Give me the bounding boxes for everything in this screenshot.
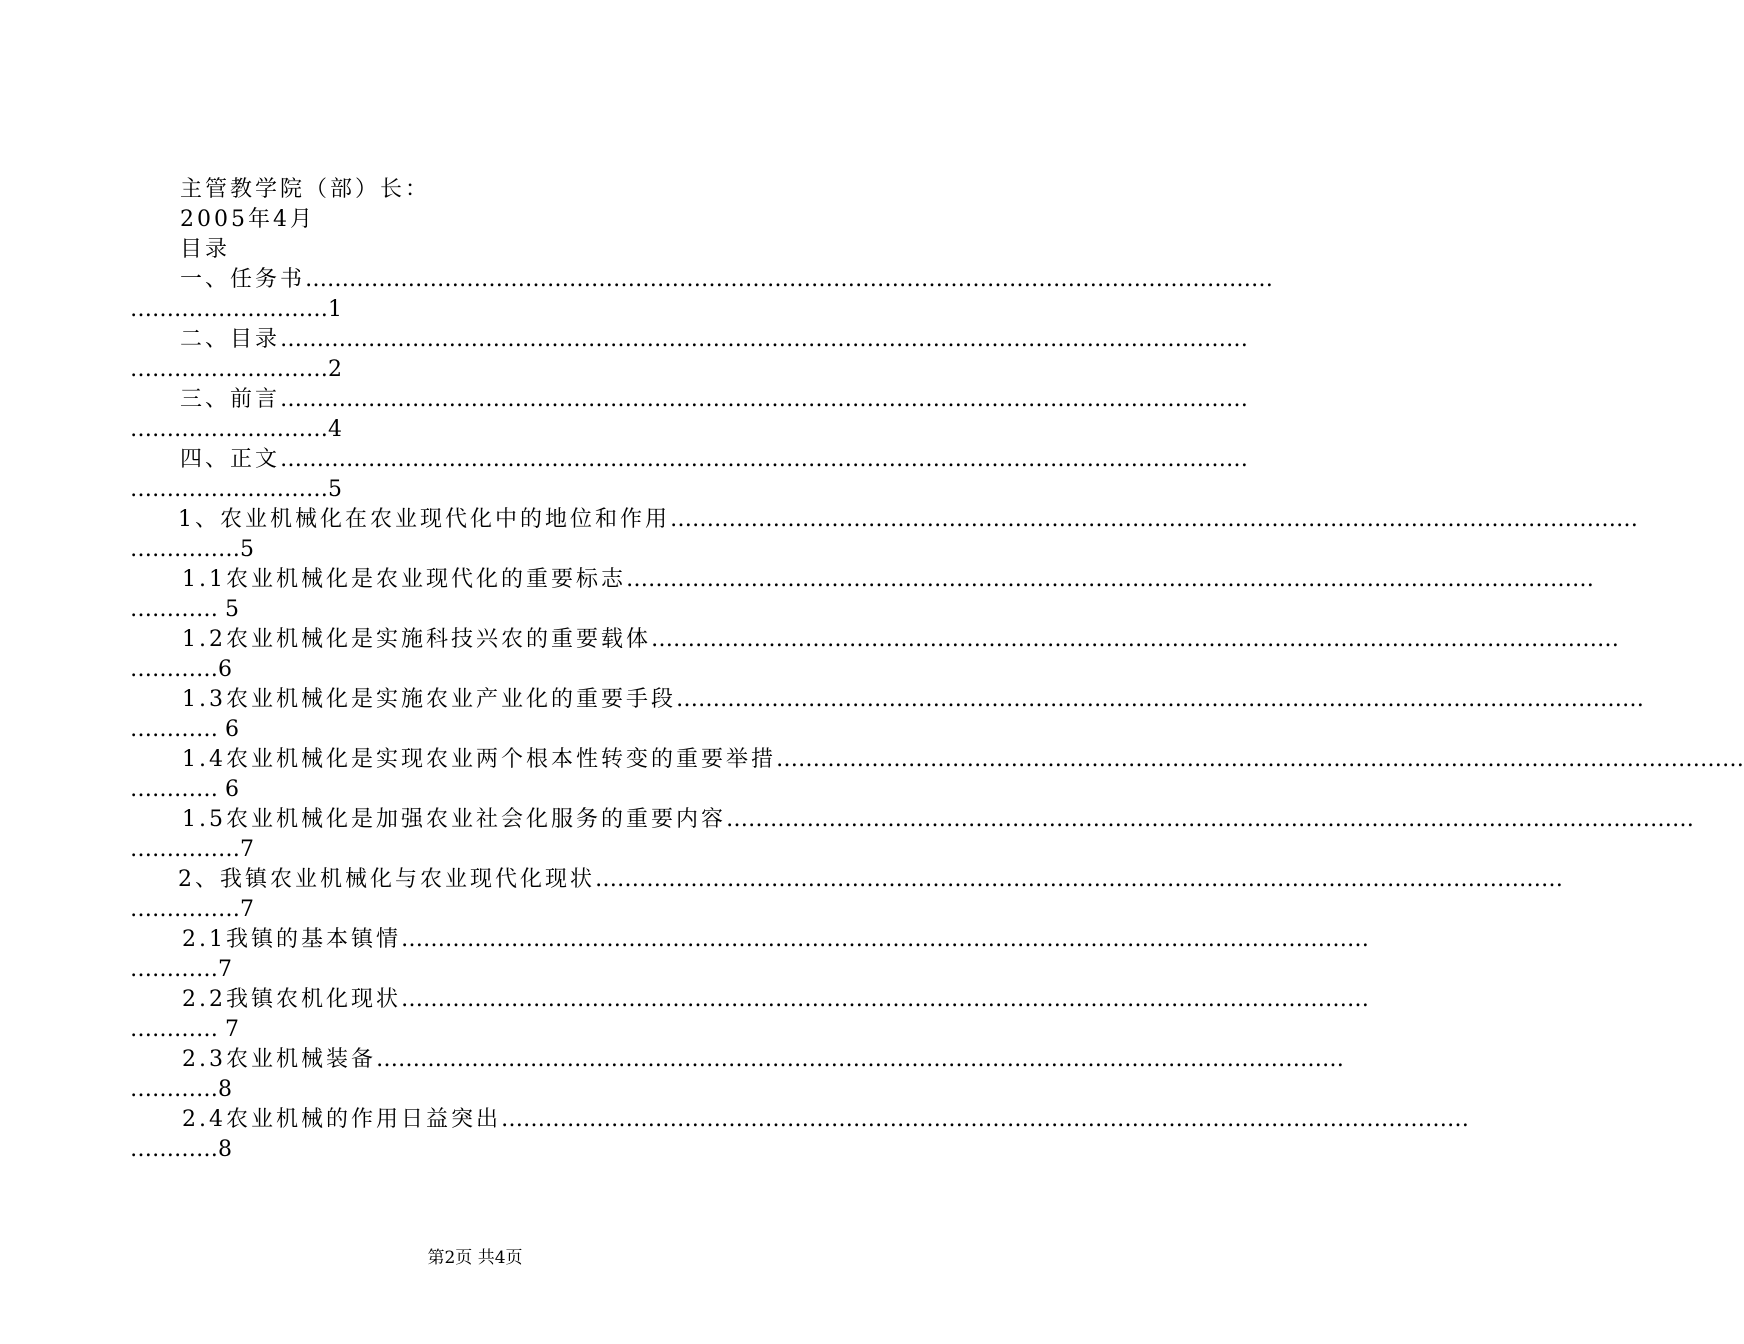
page-content (130, 175, 1744, 1165)
toc-entry (130, 265, 1274, 325)
date-line: 2005年4月 (180, 207, 315, 232)
toc-entry-title: 一、任务书 (180, 267, 306, 292)
toc-leader-dots: …………………………………………………………………………………………………………………… (670, 507, 1638, 532)
toc-leader-dots: ………… (130, 657, 218, 682)
toc-entry-continuation (130, 895, 830, 925)
toc-page-number: 5 (218, 597, 239, 622)
toc-leader-dots: ………… (130, 957, 218, 982)
toc-leader-dots: …………………………………………………………………………………………………………………… (676, 687, 1644, 712)
toc-heading: 目录 (180, 237, 231, 262)
toc-entry-title: 二、目录 (180, 327, 281, 352)
toc-entry-continuation (130, 775, 830, 805)
page-footer: 第2页 共4页 (427, 1248, 523, 1268)
toc-leader-dots: …………………………………………………………………………………………………………………… (501, 1107, 1469, 1132)
toc-leader-dots: …………………………………………………………………………………………………………………… (305, 267, 1274, 292)
toc-entry-title: 2.3农业机械装备 (182, 1047, 376, 1072)
toc-page-number: 6 (218, 717, 239, 742)
toc-entry-continuation (130, 415, 830, 445)
toc-entry (130, 865, 1563, 925)
toc-entry (130, 505, 1638, 565)
toc-entry-title: 三、前言 (180, 387, 281, 412)
toc-entry-line (130, 925, 1369, 955)
toc-leader-dots: …………………………………………………………………………………………………………………… (401, 927, 1369, 952)
toc-entry-line (130, 745, 1744, 775)
toc-entry-title: 1.5农业机械化是加强农业社会化服务的重要内容 (182, 807, 726, 832)
toc-entry-line (130, 805, 1694, 835)
toc-entry-title: 2.4农业机械的作用日益突出 (182, 1107, 501, 1132)
toc-entry-continuation (130, 1015, 830, 1045)
toc-entry-title: 1.1农业机械化是农业现代化的重要标志 (182, 567, 626, 592)
toc-entry-continuation (130, 655, 830, 685)
toc-leader-dots: …………………………………………………………………………………………………………………… (280, 447, 1249, 472)
toc-entry-title: 2.1我镇的基本镇情 (182, 927, 401, 952)
toc-leader-dots: ………… (130, 1137, 218, 1162)
toc-entry (130, 985, 1369, 1045)
toc-leader-dots: ………… (130, 1077, 218, 1102)
approver-line: 主管教学院（部）长： (180, 177, 431, 202)
toc-entry-title: 四、正文 (180, 447, 281, 472)
toc-entry (130, 1045, 1344, 1105)
toc-leader-dots: ……………………… (130, 357, 328, 382)
toc-leader-dots: …………………………………………………………………………………………………………………… (626, 567, 1594, 592)
toc-entry-line (130, 385, 1249, 415)
toc-leader-dots: …………………………………………………………………………………………………………………… (595, 867, 1563, 892)
toc-entry (130, 805, 1694, 865)
toc-entry (130, 385, 1249, 445)
toc-leader-dots: …………………………………………………………………………………………………………………… (376, 1047, 1344, 1072)
toc-leader-dots: ………… (130, 597, 218, 622)
toc-entry-line (130, 445, 1249, 475)
toc-page-number: 7 (218, 957, 232, 982)
toc-entry-line (130, 265, 1274, 295)
toc-entry-continuation (130, 1135, 830, 1165)
toc-entry (130, 325, 1249, 385)
toc-leader-dots: ……………………… (130, 477, 328, 502)
toc-entry-continuation (130, 355, 830, 385)
toc-page-number: 8 (218, 1137, 232, 1162)
toc-entry-title: 1.4农业机械化是实现农业两个根本性转变的重要举措 (182, 747, 776, 772)
toc-entry-title: 1.2农业机械化是实施科技兴农的重要载体 (182, 627, 651, 652)
toc-entry (130, 685, 1644, 745)
toc-entry-line (130, 505, 1638, 535)
toc-leader-dots: …………………………………………………………………………………………………………………… (726, 807, 1694, 832)
toc-entry (130, 925, 1369, 985)
toc-page-number: 5 (240, 537, 254, 562)
toc-leader-dots: …………………………………………………………………………………………………………………… (280, 387, 1249, 412)
toc-page-number: 7 (218, 1017, 239, 1042)
toc-entry (130, 445, 1249, 505)
toc-entry-line (130, 1045, 1344, 1075)
table-of-contents (130, 265, 1744, 1165)
toc-entry-continuation (130, 835, 830, 865)
toc-leader-dots: …………………………………………………………………………………………………………………… (280, 327, 1249, 352)
toc-page-number: 4 (328, 417, 342, 442)
toc-leader-dots: ………… (130, 1017, 218, 1042)
toc-leader-dots: …………………………………………………………………………………………………………………… (776, 747, 1744, 772)
toc-entry-continuation (130, 475, 830, 505)
toc-entry-line (130, 865, 1563, 895)
toc-entry-line (130, 685, 1644, 715)
toc-leader-dots: …………………………………………………………………………………………………………………… (651, 627, 1619, 652)
toc-page-number: 6 (218, 777, 239, 802)
toc-entry-title: 2.2我镇农机化现状 (182, 987, 401, 1012)
toc-page-number: 2 (328, 357, 342, 382)
toc-leader-dots: ……………………… (130, 297, 328, 322)
toc-page-number: 7 (240, 897, 254, 922)
toc-entry-line (130, 625, 1619, 655)
toc-entry-continuation (130, 595, 830, 625)
toc-page-number: 5 (328, 477, 342, 502)
toc-leader-dots: ……………………… (130, 417, 328, 442)
toc-leader-dots: …………… (130, 537, 240, 562)
toc-entry-continuation (130, 295, 830, 325)
toc-entry (130, 565, 1594, 625)
toc-entry-title: 1、农业机械化在农业现代化中的地位和作用 (178, 507, 670, 532)
toc-page-number: 6 (218, 657, 232, 682)
toc-leader-dots: …………… (130, 837, 240, 862)
toc-entry-title: 1.3农业机械化是实施农业产业化的重要手段 (182, 687, 676, 712)
toc-entry-title: 2、我镇农业机械化与农业现代化现状 (178, 867, 595, 892)
toc-leader-dots: …………… (130, 897, 240, 922)
toc-entry (130, 625, 1619, 685)
toc-leader-dots: ………… (130, 717, 218, 742)
toc-entry-continuation (130, 715, 830, 745)
toc-entry-continuation (130, 535, 830, 565)
toc-leader-dots: …………………………………………………………………………………………………………………… (401, 987, 1369, 1012)
toc-entry-line (130, 565, 1594, 595)
toc-entry-continuation (130, 1075, 830, 1105)
toc-entry-continuation (130, 955, 830, 985)
toc-entry (130, 745, 1744, 805)
toc-leader-dots: ………… (130, 777, 218, 802)
toc-page-number: 1 (328, 297, 342, 322)
toc-page-number: 7 (240, 837, 254, 862)
toc-entry-line (130, 985, 1369, 1015)
toc-entry-line (130, 325, 1249, 355)
toc-page-number: 8 (218, 1077, 232, 1102)
toc-entry (130, 1105, 1469, 1165)
toc-entry-line (130, 1105, 1469, 1135)
